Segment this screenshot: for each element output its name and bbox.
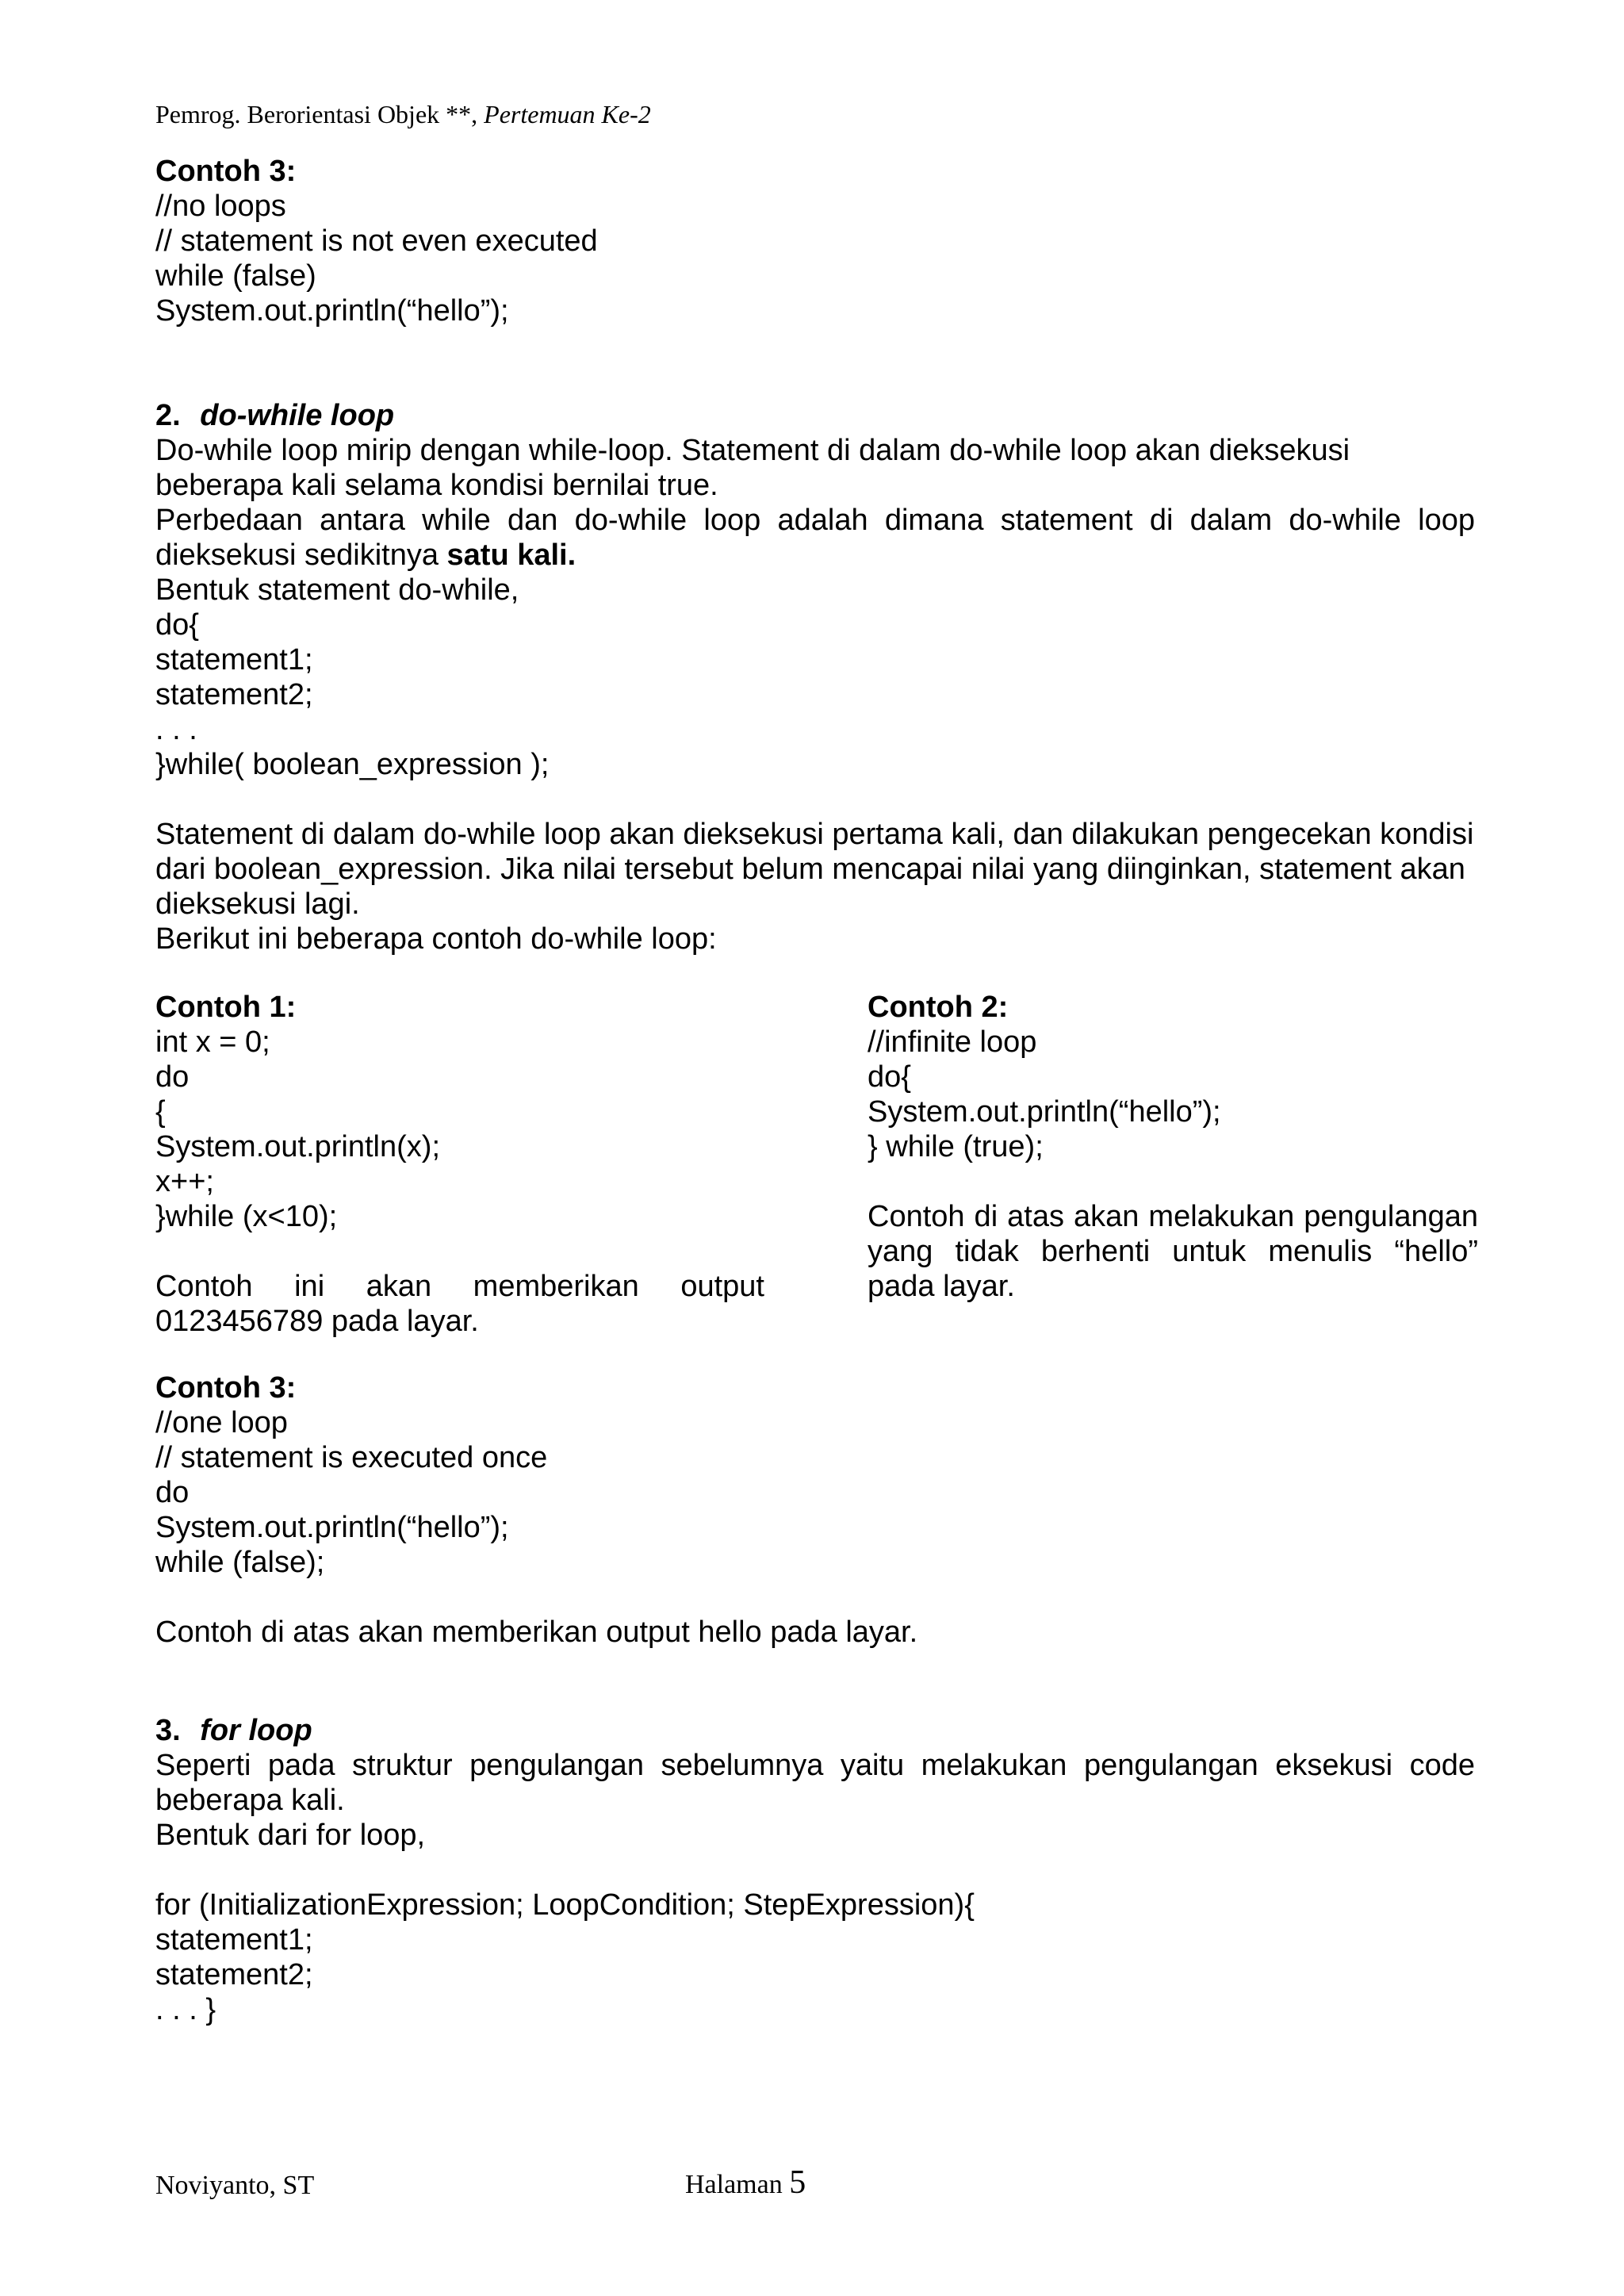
code-line: } while (true); [868,1130,1044,1163]
code-line: do [155,1060,190,1094]
example2-desc: pada layar. [868,1270,1015,1303]
form-label: Bentuk dari for loop, [155,1819,426,1852]
code-line: }while( boolean_expression ); [155,748,550,781]
example3 [155,1370,917,1650]
paragraph-line: beberapa kali selama kondisi bernilai true. [155,469,718,502]
section2-intro [155,433,1475,782]
code-line: System.out.println(“hello”); [155,1511,509,1544]
section3-title: for loop [200,1714,312,1747]
paragraph-line: Do-while loop mirip dengan while-loop. Statement di dalam do-while loop akan dieksekusi [155,434,1350,467]
top-example-title: Contoh 3: [155,155,297,188]
page-number: 5 [789,2164,806,2201]
paragraph-line: beberapa kali. [155,1784,345,1817]
section2-number: 2. [155,399,181,432]
top-example [155,154,598,328]
code-line: System.out.println(“hello”); [868,1095,1221,1129]
code-line: // statement is not even executed [155,224,598,258]
paragraph-line: dari boolean_expression. Jika nilai tersebut belum mencapai nilai yang diinginkan, statement akan [155,853,1465,886]
example2-desc: yang tidak berhenti untuk menulis “hello” [868,1235,1478,1268]
example2-desc: Contoh di atas akan melakukan pengulangan [868,1200,1478,1233]
code-line: System.out.println(“hello”); [155,294,509,328]
footer-author: Noviyanto, ST [155,2171,315,2200]
header-course: Pemrog. Berorientasi Objek **, [155,100,478,128]
code-line: for (InitializationExpression; LoopCondition; StepExpression){ [155,1888,975,1922]
section2-explain [155,817,1475,956]
section3-number: 3. [155,1714,181,1747]
example1-title: Contoh 1: [155,991,297,1024]
code-line: while (false); [155,1546,325,1579]
code-line: statement2; [155,1958,313,1991]
form-label: Bentuk statement do-while, [155,573,519,607]
example1-desc: 0123456789 pada layar. [155,1305,479,1338]
code-line: statement2; [155,678,313,711]
code-line: statement1; [155,643,313,677]
paragraph-line: Perbedaan antara while dan do-while loop adalah dimana statement di dalam do-while loop [155,504,1475,537]
example2-title: Contoh 2: [868,991,1009,1024]
code-line: //one loop [155,1406,288,1439]
section2-heading [155,398,394,433]
example3-desc: Contoh di atas akan memberikan output hello pada layar. [155,1616,918,1649]
code-line: do{ [868,1060,911,1094]
code-line: while (false) [155,259,316,293]
header-meeting: Pertemuan Ke-2 [484,100,651,128]
paragraph-line: Statement di dalam do-while loop akan dieksekusi pertama kali, dan dilakukan pengecekan kondisi [155,818,1474,851]
code-line: do{ [155,608,199,642]
paragraph-line: Berikut ini beberapa contoh do-while loop: [155,922,717,956]
example2 [868,990,1478,1304]
footer-page [685,2164,806,2204]
diff-bold-text: satu kali. [446,539,576,572]
code-line: }while (x<10); [155,1200,338,1233]
section3-heading [155,1713,312,1748]
code-line: x++; [155,1165,214,1198]
paragraph-line: dieksekusi lagi. [155,887,360,921]
code-line: //no loops [155,190,286,223]
section3-body [155,1748,1475,2027]
page-header [155,98,651,130]
page-label: Halaman [685,2170,783,2199]
example1 [155,990,764,1339]
paragraph-line [155,538,1475,573]
diff-text: dieksekusi sedikitnya [155,539,447,572]
paragraph-line: Seperti pada struktur pengulangan sebelumnya yaitu melakukan pengulangan eksekusi code [155,1749,1475,1782]
code-line: do [155,1476,190,1509]
example1-desc: Contoh ini akan memberikan output [155,1270,764,1303]
code-line: System.out.println(x); [155,1130,440,1163]
code-line: statement1; [155,1923,313,1957]
section2-title: do-while loop [200,399,395,432]
code-line: int x = 0; [155,1025,270,1059]
code-line: // statement is executed once [155,1441,548,1474]
example3-title: Contoh 3: [155,1371,297,1405]
code-line: . . . } [155,1993,216,2026]
code-line: { [155,1095,166,1129]
code-line: . . . [155,713,197,746]
code-line: //infinite loop [868,1025,1037,1059]
